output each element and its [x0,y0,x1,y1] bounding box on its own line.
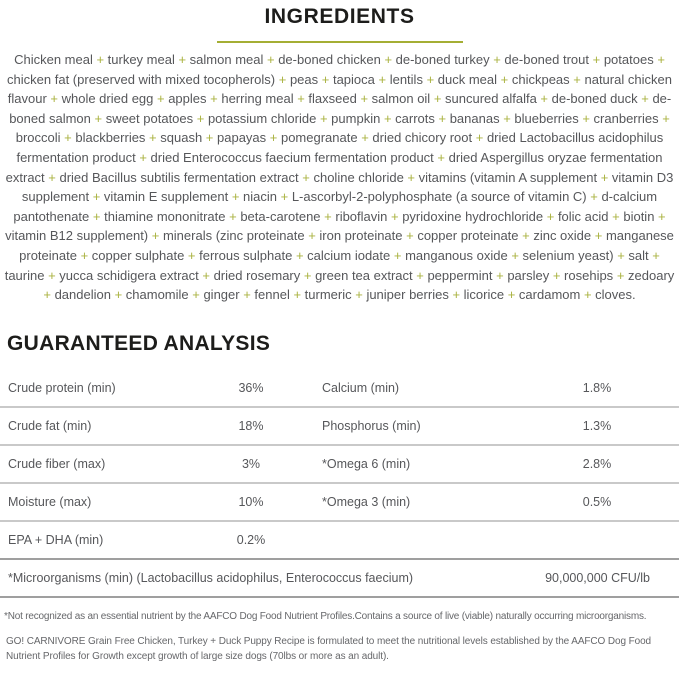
plus-separator: + [540,91,549,107]
plus-separator: + [321,71,330,87]
analysis-label: *Omega 6 (min) [322,456,411,471]
formulation-statement: GO! CARNIVORE Grain Free Chicken, Turkey + Duck Puppy Recipe is formulated to meet the nutritional levels established by the AAFCO Dog Food Nutrient Profiles for Growth except growth of large size dogs (70lbs or more as an adult). [6,635,652,662]
analysis-row [0,446,679,484]
plus-separator: + [583,287,592,303]
heading-underline-rule [217,41,463,43]
plus-separator: + [391,208,399,224]
microorganisms-label: *Microorganisms (min) (Lactobacillus acidophilus, Enterococcus faecium) [8,570,414,585]
plus-separator: + [295,247,304,263]
plus-separator: + [407,169,416,185]
plus-separator: + [378,71,387,87]
plus-separator: + [658,208,666,224]
analysis-label: Crude fiber (max) [8,456,106,471]
plus-separator: + [573,71,581,87]
analysis-value: 3% [241,456,261,471]
plus-separator: + [202,267,210,283]
plus-separator: + [511,247,519,263]
analysis-label: Crude protein (min) [8,380,116,395]
plus-separator: + [590,189,598,205]
guaranteed-analysis-heading: GUARANTEED ANALYSIS [7,331,271,355]
analysis-row [0,484,679,522]
plus-separator: + [496,267,504,283]
plus-separator: + [426,71,435,87]
plus-separator: + [438,110,447,126]
analysis-value: 10% [238,494,264,509]
plus-separator: + [92,189,101,205]
analysis-value: 2.8% [582,456,612,471]
plus-separator: + [652,247,660,263]
plus-separator: + [192,287,200,303]
plus-separator: + [293,287,302,303]
plus-separator: + [355,287,363,303]
plus-separator: + [303,267,312,283]
plus-separator: + [243,287,251,303]
plus-separator: + [507,287,516,303]
plus-separator: + [452,287,461,303]
plus-separator: + [231,189,240,205]
analysis-row [0,522,679,560]
plus-separator: + [582,110,590,126]
plus-separator: + [229,208,237,224]
plus-separator: + [393,247,402,263]
analysis-label: *Omega 3 (min) [322,494,411,509]
plus-separator: + [64,130,72,146]
plus-separator: + [302,169,310,185]
analysis-value: 36% [238,380,264,395]
plus-separator: + [308,228,316,244]
plus-separator: + [522,228,530,244]
plus-separator: + [48,267,56,283]
plus-separator: + [280,189,289,205]
analysis-value: 0.5% [582,494,612,509]
plus-separator: + [612,208,620,224]
plus-separator: + [600,169,609,185]
plus-separator: + [94,110,103,126]
plus-separator: + [196,110,205,126]
plus-separator: + [50,91,58,107]
plus-separator: + [151,228,160,244]
analysis-row [0,370,679,408]
plus-separator: + [616,267,625,283]
plus-separator: + [546,208,555,224]
plus-separator: + [594,228,603,244]
plus-separator: + [503,110,511,126]
analysis-value: 18% [238,418,264,433]
plus-separator: + [433,91,442,107]
plus-separator: + [324,208,332,224]
plus-separator: + [383,110,392,126]
plus-separator: + [210,91,218,107]
plus-separator: + [114,287,123,303]
plus-separator: + [657,52,665,67]
plus-separator: + [662,110,670,126]
plus-separator: + [92,208,101,224]
plus-separator: + [269,130,278,146]
plus-separator: + [96,52,105,67]
plus-separator: + [360,91,369,107]
plus-separator: + [361,130,369,146]
plus-separator: + [149,130,157,146]
plus-separator: + [617,247,625,263]
plus-separator: + [384,52,393,67]
plus-separator: + [319,110,328,126]
plus-separator: + [157,91,165,107]
plus-separator: + [552,267,561,283]
microorganisms-row [0,560,679,598]
plus-separator: + [80,247,89,263]
plus-separator: + [493,52,501,67]
plus-separator: + [641,91,649,107]
plus-separator: + [500,71,509,87]
analysis-label: Calcium (min) [322,380,400,395]
analysis-label: Moisture (max) [8,494,92,509]
guaranteed-analysis-table [0,370,679,598]
plus-separator: + [437,149,445,165]
plus-separator: + [592,52,601,67]
plus-separator: + [48,169,56,185]
microorganisms-value: 90,000,000 CFU/lb [545,570,650,585]
ingredients-heading: INGREDIENTS [264,5,415,28]
analysis-value: 1.8% [582,380,612,395]
analysis-label: EPA + DHA (min) [8,532,104,547]
ga-table-rows [0,370,679,560]
plus-separator: + [406,228,414,244]
plus-separator: + [139,149,147,165]
plus-separator: + [416,267,424,283]
plus-separator: + [266,52,275,67]
plus-separator: + [205,130,214,146]
plus-separator: + [278,71,287,87]
analysis-value: 1.3% [582,418,612,433]
plus-separator: + [475,130,484,146]
ingredients-text: Chicken meal + turkey meal + salmon meal + de-boned chicken + de-boned turkey + de-boned trout + potatoes + chicken fat (preserved with mixed tocopherols) + peas + tapioca + lentils + duck meal + chickpeas + natural chicken flavour + whole dried egg + apples + herring meal + flaxseed + salmon oil + suncured alfalfa + de-boned duck + de-boned salmon + sweet potatoes + potassium chloride + pumpkin + carrots + bananas + blueberries + cranberries + broccoli + blackberries + squash + papayas + pomegranate + dried chicory root + dried Lactobacillus acidophilus fermentation product + dried Enterococcus faecium fermentation product + dried Aspergillus oryzae fermentation extract + dried Bacillus subtilis fermentation extract + choline chloride + vitamins (vitamin A supplement + vitamin D3 supplement + vitamin E supplement + niacin + L-ascorbyl-2-polyphosphate (a source of vitamin C) + d-calcium pantothenate + thiamine mononitrate + beta-carotene + riboflavin + pyridoxine hydrochloride + folic acid + biotin + vitamin B12 supplement) + minerals (zinc proteinate + iron proteinate + copper proteinate + zinc oxide + manganese proteinate + copper sulphate + ferrous sulphate + calcium iodate + manganous oxide + selenium yeast) + salt + taurine + yucca schidigera extract + dried rosemary + green tea extract + peppermint + parsley + rosehips + zedoary + dandelion + chamomile + ginger + fennel + turmeric + juniper berries + licorice + cardamom + cloves. [4,52,675,303]
plus-separator: + [178,52,187,67]
plus-separator: + [297,91,305,107]
analysis-label: Crude fat (min) [8,418,92,433]
plus-separator: + [43,287,51,303]
analysis-row [0,408,679,446]
plus-separator: + [187,247,196,263]
analysis-label: Phosphorus (min) [322,418,421,433]
aafco-footnote: *Not recognized as an essential nutrient by the AAFCO Dog Food Nutrient Profiles.Contains a source of live (viable) naturally occurring microorganisms. [4,610,647,622]
analysis-value: 0.2% [236,532,266,547]
